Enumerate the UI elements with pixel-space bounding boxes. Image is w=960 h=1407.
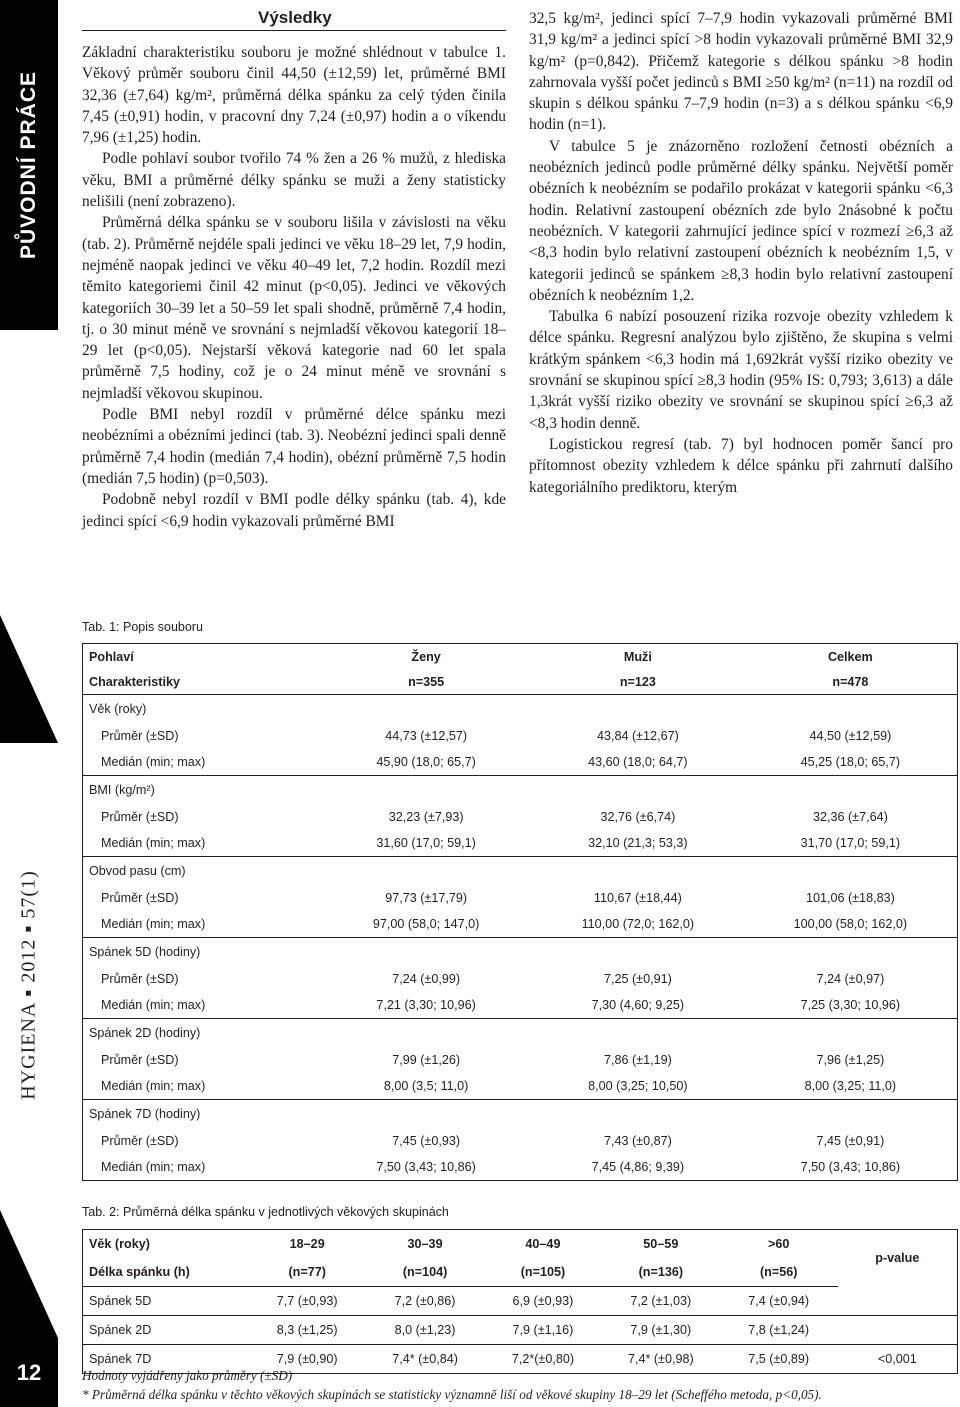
text-column-right	[529, 8, 953, 498]
table1-group-row	[83, 695, 958, 724]
paragraph: Průměrná délka spánku se v souboru lišila v závislosti na věku (tab. 2). Průměrně nejdéle spali jedinci ve věku 18–29 let, 7,9 hodin, nejméně naopak jedinci ve věku 40–49 let, 7,2 hodin. Rozdíl mezi těmito kategoriemi činil 42 minut (p<0,05). Jedinci ve věkových kategoriích 30–39 let a 50–59 let spali shodně, průměrně 7,4 hodin, tj. o 30 minut méně ve srovnání s nejmladší věkovou kategorií 18–29 let (p<0,05). Nejstarší věková kategorie nad 60 let spala průměrně 7,5 hodiny, což je o 24 minut méně ve srovnání s nejmladší věkovou skupinou.	[82, 214, 506, 402]
table-cell: 44,50 (±12,59)	[809, 729, 892, 743]
p-value-cell	[838, 1287, 958, 1316]
table-cell: 32,10 (21,3; 53,3)	[532, 830, 744, 857]
section-heading: Výsledky	[258, 8, 332, 27]
header-cell: 18–29	[289, 1237, 325, 1251]
table-cell: 7,43 (±0,87)	[603, 1134, 672, 1148]
p-value-cell: <0,001	[838, 1345, 958, 1374]
header-cell: Charakteristiky	[83, 669, 321, 695]
row-label: Spánek 7D	[83, 1345, 249, 1374]
row-label: Medián (min; max)	[83, 911, 321, 938]
table-cell: 7,30 (4,60; 9,25)	[532, 992, 744, 1019]
table2-header-row	[83, 1230, 958, 1259]
table-cell: 7,8 (±1,24)	[720, 1316, 838, 1345]
table-cell: 7,25 (±0,91)	[603, 972, 672, 986]
table-cell: 7,25 (3,30; 10,96)	[744, 992, 958, 1019]
empty-cell	[744, 1019, 958, 1048]
table-cell: 7,24 (±0,97)	[816, 972, 885, 986]
header-cell: (n=136)	[602, 1258, 720, 1287]
group-title: Věk (roky)	[89, 702, 147, 716]
table1-header-row	[83, 644, 958, 670]
table-row	[83, 1154, 958, 1181]
table-cell: 8,0 (±1,23)	[366, 1316, 484, 1345]
row-label: Průměr (±SD)	[101, 1053, 179, 1067]
empty-cell	[532, 776, 744, 805]
row-label: Průměr (±SD)	[101, 1134, 179, 1148]
paragraph: Podle BMI nebyl rozdíl v průměrné délce spánku mezi neobézními a obézními jedinci (tab. 3). Neobézní jedinci spali denně průměrně 7,4 hodin (medián 7,4 hodin), obézní průměrně 7,5 hodin (medián 7,5 hodin) (p=0,503).	[82, 406, 506, 487]
table-cell: 8,00 (3,25; 10,50)	[532, 1073, 744, 1100]
row-label: Medián (min; max)	[83, 1154, 321, 1181]
table-cell: 100,00 (58,0; 162,0)	[744, 911, 958, 938]
table-cell: 45,25 (18,0; 65,7)	[744, 749, 958, 776]
table1-caption: Tab. 1: Popis souboru	[82, 620, 203, 634]
table-cell: 7,45 (±0,91)	[816, 1134, 885, 1148]
table-cell: 7,45 (4,86; 9,39)	[532, 1154, 744, 1181]
header-cell: (n=105)	[484, 1258, 602, 1287]
table-row	[83, 1287, 958, 1316]
paragraph: Podobně nebyl rozdíl v BMI podle délky spánku (tab. 4), kde jedinci spící <6,9 hodin vykazovali průměrné BMI	[82, 491, 506, 530]
header-cell: Ženy	[411, 649, 441, 664]
table-cell: 6,9 (±0,93)	[484, 1287, 602, 1316]
header-cell: Celkem	[827, 649, 873, 664]
empty-cell	[744, 695, 958, 724]
table-row	[83, 885, 958, 911]
row-label: Průměr (±SD)	[101, 729, 179, 743]
table-cell: 32,76 (±6,74)	[600, 810, 676, 824]
header-cell: 50–59	[643, 1237, 679, 1251]
table-row	[83, 723, 958, 749]
header-cell: (n=77)	[248, 1258, 366, 1287]
header-cell: Délka spánku (h)	[83, 1258, 249, 1287]
table1-group-row	[83, 857, 958, 886]
table-cell: 7,21 (3,30; 10,96)	[320, 992, 532, 1019]
table-cell: 7,2 (±1,03)	[602, 1287, 720, 1316]
empty-cell	[532, 857, 744, 886]
header-cell: n=355	[320, 669, 532, 695]
empty-cell	[320, 695, 532, 724]
table-note: Hodnoty vyjádřeny jako průměry (±SD)	[82, 1368, 293, 1383]
header-cell: 30–39	[407, 1237, 443, 1251]
empty-cell	[532, 938, 744, 967]
table-row	[83, 1128, 958, 1154]
table2	[82, 1229, 958, 1374]
table1-group-row	[83, 938, 958, 967]
table-cell: 8,3 (±1,25)	[248, 1316, 366, 1345]
table-row	[83, 749, 958, 776]
table2-notes	[82, 1366, 958, 1404]
header-cell: p-value	[875, 1251, 920, 1266]
decorative-wedge-bottom	[0, 1210, 58, 1338]
row-label: Medián (min; max)	[83, 992, 321, 1019]
table2-header-row	[83, 1258, 958, 1287]
decorative-wedge-top	[0, 615, 58, 743]
empty-cell	[532, 695, 744, 724]
row-label: Medián (min; max)	[83, 1073, 321, 1100]
table-cell: 7,86 (±1,19)	[603, 1053, 672, 1067]
table-row	[83, 1073, 958, 1100]
group-title: BMI (kg/m²)	[89, 783, 155, 797]
paragraph: Logistickou regresí (tab. 7) byl hodnocen poměr šancí pro přítomnost obezity vzhledem k délce spánku při zahrnutí dalšího kategoriálního prediktoru, kterým	[529, 435, 953, 496]
table-cell: 7,45 (±0,93)	[392, 1134, 461, 1148]
table-cell: 7,7 (±0,93)	[248, 1287, 366, 1316]
table-cell: 31,60 (17,0; 59,1)	[320, 830, 532, 857]
group-title: Spánek 2D (hodiny)	[89, 1026, 201, 1040]
empty-cell	[320, 776, 532, 805]
table-cell: 110,67 (±18,44)	[593, 891, 682, 905]
header-cell: 40–49	[525, 1237, 561, 1251]
table-cell: 7,4 (±0,94)	[720, 1287, 838, 1316]
text-column-left	[82, 8, 506, 532]
table-cell: 7,9 (±1,16)	[484, 1316, 602, 1345]
header-cell: (n=104)	[366, 1258, 484, 1287]
row-label: Spánek 2D	[83, 1316, 249, 1345]
table-cell: 7,9 (±0,90)	[248, 1345, 366, 1374]
empty-cell	[320, 1100, 532, 1129]
table-cell: 7,50 (3,43; 10,86)	[320, 1154, 532, 1181]
group-title: Obvod pasu (cm)	[89, 864, 186, 878]
table1	[82, 643, 958, 1181]
empty-cell	[744, 1100, 958, 1129]
table-row	[83, 804, 958, 830]
table-cell: 7,9 (±1,30)	[602, 1316, 720, 1345]
paragraph: Základní charakteristiku souboru je možné shlédnout v tabulce 1. Věkový průměr souboru činil 44,50 (±12,59) let, průměrné BMI 32,36 (±7,64) kg/m², průměrná délka spánku za celý týden činila 7,45 (±0,91) hodin, v pracovní dny 7,24 (±0,97) hodin a o víkendu 7,96 (±1,25) hodin.	[82, 44, 506, 147]
header-cell: n=478	[744, 669, 958, 695]
table-row	[83, 1047, 958, 1073]
table-row	[83, 830, 958, 857]
table1-header-row	[83, 669, 958, 695]
table-row	[83, 992, 958, 1019]
empty-cell	[320, 857, 532, 886]
table-cell: 110,00 (72,0; 162,0)	[532, 911, 744, 938]
table-cell: 32,36 (±7,64)	[812, 810, 888, 824]
paragraph: Tabulka 6 nabízí posouzení rizika rozvoje obezity vzhledem k délce spánku. Regresní analýzou bylo zjištěno, že skupina s velmi krátkým spánkem <6,3 hodin má 1,692krát vyšší riziko obezity ve srovnání se skupinou spící ≥8,3 hodin (95% IS: 0,793; 3,613) a dále 1,3krát vyšší riziko obezity ve srovnání se skupinou spící ≥6,3 až <8,3 hodin denně.	[529, 308, 953, 432]
header-cell: n=123	[532, 669, 744, 695]
journal-issue: HYGIENA ▪ 2012 ▪ 57(1)	[17, 870, 40, 1100]
table-cell: 7,99 (±1,26)	[392, 1053, 461, 1067]
row-label: Průměr (±SD)	[101, 972, 179, 986]
row-label: Medián (min; max)	[83, 830, 321, 857]
row-label: Spánek 5D	[83, 1287, 249, 1316]
table-cell: 97,73 (±17,79)	[385, 891, 468, 905]
table-row	[83, 1316, 958, 1345]
table1-group-row	[83, 1100, 958, 1129]
table1-group-row	[83, 1019, 958, 1048]
row-label: Průměr (±SD)	[101, 891, 179, 905]
row-label: Medián (min; max)	[83, 749, 321, 776]
table-cell: 7,24 (±0,99)	[392, 972, 461, 986]
table-cell: 43,60 (18,0; 64,7)	[532, 749, 744, 776]
empty-cell	[320, 938, 532, 967]
section-banner	[0, 0, 58, 330]
table-cell: 7,4* (±0,84)	[366, 1345, 484, 1374]
empty-cell	[744, 857, 958, 886]
empty-cell	[744, 776, 958, 805]
table-cell: 32,23 (±7,93)	[388, 810, 464, 824]
paragraph: Podle pohlaví soubor tvořilo 74 % žen a 26 % mužů, z hlediska věku, BMI a průměrné délky spánku se muži a ženy statisticky nelišili (není zobrazeno).	[82, 150, 506, 211]
table-cell: 45,90 (18,0; 65,7)	[320, 749, 532, 776]
table-cell: 8,00 (3,5; 11,0)	[320, 1073, 532, 1100]
table1-group-row	[83, 776, 958, 805]
paragraph: V tabulce 5 je znázorněno rozložení četnosti obézních a neobézních jedinců podle průměrné délky spánku. Největší poměr obézních k neobézním se podařilo prokázat v kategorii spánku <6,3 hodin. Relativní zastoupení obézních zde bylo 2násobné k počtu neobézních. V kategorii zahrnující jedince spící v rozmezí ≥6,3 až <8,3 hodin bylo relativní zastoupení obézních k neobézním 1,5, v kategorii jedinců se spánkem ≥8,3 hodin bylo relativní zastoupení obézních k neobézním 1,2.	[529, 137, 953, 304]
header-cell: Pohlaví	[89, 649, 134, 664]
table-cell: 7,4* (±0,98)	[602, 1345, 720, 1374]
table-cell: 7,96 (±1,25)	[816, 1053, 885, 1067]
section-title: PŮVODNÍ PRÁCE	[17, 70, 40, 260]
table-row	[83, 911, 958, 938]
table-cell: 44,73 (±12,57)	[385, 729, 468, 743]
empty-cell	[532, 1019, 744, 1048]
table-cell: 7,2*(±0,80)	[484, 1345, 602, 1374]
table-cell: 43,84 (±12,67)	[596, 729, 679, 743]
empty-cell	[532, 1100, 744, 1129]
empty-cell	[744, 938, 958, 967]
header-cell: (n=56)	[720, 1258, 838, 1287]
header-cell: Muži	[623, 649, 652, 664]
group-title: Spánek 7D (hodiny)	[89, 1107, 201, 1121]
table-cell: 101,06 (±18,83)	[805, 891, 895, 905]
table-cell: 7,50 (3,43; 10,86)	[744, 1154, 958, 1181]
row-label: Průměr (±SD)	[101, 810, 179, 824]
header-cell: >60	[767, 1237, 790, 1251]
table-note: * Průměrná délka spánku v těchto věkových skupinách se statisticky významně liší od věkové skupiny 18–29 let (Scheffého metoda, p<0,05).	[82, 1387, 822, 1402]
table-cell: 7,2 (±0,86)	[366, 1287, 484, 1316]
p-value-cell	[838, 1316, 958, 1345]
table-cell: 31,70 (17,0; 59,1)	[744, 830, 958, 857]
table-cell: 8,00 (3,25; 11,0)	[744, 1073, 958, 1100]
table-cell: 97,00 (58,0; 147,0)	[320, 911, 532, 938]
header-cell: Věk (roky)	[89, 1237, 150, 1251]
table-row	[83, 966, 958, 992]
table-cell: 7,5 (±0,89)	[720, 1345, 838, 1374]
empty-cell	[320, 1019, 532, 1048]
table2-caption: Tab. 2: Průměrná délka spánku v jednotlivých věkových skupinách	[82, 1205, 449, 1219]
paragraph: 32,5 kg/m², jedinci spící 7–7,9 hodin vykazovali průměrné BMI 31,9 kg/m² a jedinci spící >8 hodin vykazovali průměrné BMI 32,9 kg/m² (p=0,842). Přičemž kategorie s délkou spánku >8 hodin zahrnovala vyšší počet jedinců s BMI ≥50 kg/m² (n=11) na rozdíl od skupin s délkou spánku 7–7,9 hodin (n=3) a s délkou spánku <6,9 hodin (n=1).	[529, 10, 953, 134]
page-number: 12	[0, 1338, 58, 1407]
group-title: Spánek 5D (hodiny)	[89, 945, 201, 959]
